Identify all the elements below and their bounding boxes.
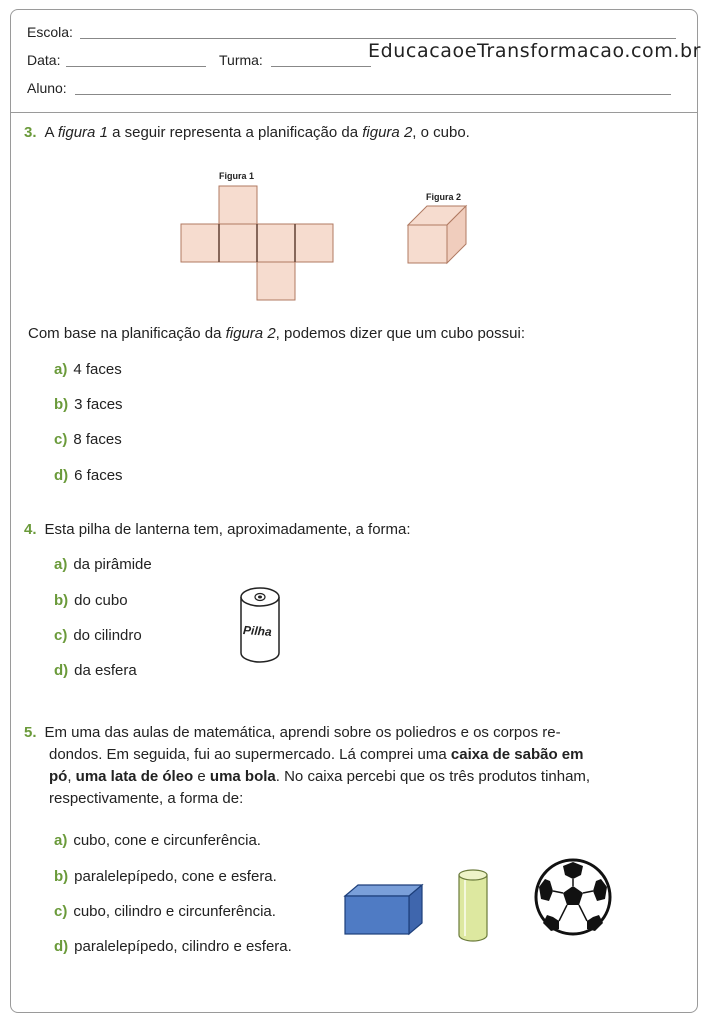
option-text: paralelepípedo, cone e esfera. bbox=[74, 868, 277, 885]
data-label: Data: bbox=[27, 52, 61, 68]
option-letter: b) bbox=[54, 396, 69, 413]
question-5 bbox=[24, 722, 664, 810]
q4-option-c[interactable] bbox=[54, 627, 142, 644]
data-field bbox=[66, 66, 206, 67]
question-4 bbox=[24, 519, 664, 541]
option-letter: c) bbox=[54, 431, 68, 448]
option-text: cubo, cone e circunferência. bbox=[73, 832, 261, 849]
aluno-field bbox=[75, 94, 671, 95]
net-face-front bbox=[219, 224, 257, 262]
option-text: paralelepípedo, cilindro e esfera. bbox=[74, 938, 292, 955]
soccer-ball-icon bbox=[533, 857, 613, 937]
option-letter: b) bbox=[54, 868, 69, 885]
option-letter: c) bbox=[54, 903, 68, 920]
q5-line-2 bbox=[24, 744, 664, 766]
q4-text: Esta pilha de lanterna tem, aproximadamente, a forma: bbox=[44, 521, 411, 538]
escola-field bbox=[80, 38, 676, 39]
q3-text: a seguir representa a planificação da bbox=[107, 124, 363, 141]
net-face-left bbox=[181, 224, 219, 262]
q3-prompt bbox=[28, 323, 668, 345]
q3-prompt-figure-ref: figura 2 bbox=[225, 325, 276, 342]
aluno-label: Aluno: bbox=[27, 80, 67, 96]
q5-option-c[interactable] bbox=[54, 903, 276, 920]
q3-figure2-ref: figura 2 bbox=[362, 124, 413, 141]
q5-text: Em uma das aulas de matemática, aprendi sobre os poliedros e os corpos re- bbox=[44, 724, 561, 741]
option-letter: a) bbox=[54, 832, 68, 849]
q5-bold-text: uma bola bbox=[209, 768, 276, 785]
option-text: do cubo bbox=[74, 592, 128, 609]
option-letter: b) bbox=[54, 592, 69, 609]
q3-text: A bbox=[44, 124, 58, 141]
q3-figure1-ref: figura 1 bbox=[57, 124, 108, 141]
q5-bold-text: caixa de sabão em bbox=[450, 746, 584, 763]
header-divider bbox=[11, 112, 697, 113]
q3-prompt-text: Com base na planificação da bbox=[28, 325, 226, 342]
battery-label: Pilha bbox=[242, 623, 273, 639]
question-3 bbox=[24, 122, 664, 144]
q3-option-a[interactable] bbox=[54, 361, 122, 378]
question-3-number: 3. bbox=[24, 124, 37, 141]
cube-front-face bbox=[408, 225, 447, 263]
q3-option-c[interactable] bbox=[54, 431, 122, 448]
q5-text: e bbox=[193, 768, 210, 785]
option-text: da pirâmide bbox=[73, 556, 152, 573]
net-face-top bbox=[219, 186, 257, 224]
q4-option-a[interactable] bbox=[54, 556, 152, 573]
option-letter: a) bbox=[54, 556, 68, 573]
q5-option-d[interactable] bbox=[54, 938, 292, 955]
q5-line-1 bbox=[24, 722, 664, 744]
figure-2-label: Figura 2 bbox=[426, 192, 462, 202]
cube-figure bbox=[407, 205, 469, 265]
net-face-right bbox=[257, 224, 295, 262]
option-letter: c) bbox=[54, 627, 68, 644]
option-letter: d) bbox=[54, 662, 69, 679]
question-5-number: 5. bbox=[24, 724, 37, 741]
cube-net-figure bbox=[180, 186, 334, 302]
q5-option-b[interactable] bbox=[54, 868, 277, 885]
q5-text: , bbox=[67, 768, 76, 785]
option-text: cubo, cilindro e circunferência. bbox=[73, 903, 276, 920]
option-letter: a) bbox=[54, 361, 68, 378]
option-text: da esfera bbox=[74, 662, 137, 679]
turma-label: Turma: bbox=[219, 52, 263, 68]
option-text: 8 faces bbox=[73, 431, 122, 448]
q5-bold-text: pó bbox=[49, 768, 68, 785]
option-text: 3 faces bbox=[74, 396, 123, 413]
q3-prompt-text: , podemos dizer que um cubo possui: bbox=[275, 325, 525, 342]
q5-text: dondos. Em seguida, fui ao supermercado. Lá comprei uma bbox=[49, 746, 451, 763]
option-text: 4 faces bbox=[73, 361, 122, 378]
q4-option-b[interactable] bbox=[54, 592, 128, 609]
oil-can-icon bbox=[456, 868, 490, 944]
q4-option-d[interactable] bbox=[54, 662, 137, 679]
q5-option-a[interactable] bbox=[54, 832, 261, 849]
option-text: 6 faces bbox=[74, 467, 123, 484]
option-letter: d) bbox=[54, 938, 69, 955]
soap-box-icon bbox=[344, 884, 424, 936]
q5-bold-text: uma lata de óleo bbox=[75, 768, 194, 785]
figure-1-label: Figura 1 bbox=[219, 171, 255, 181]
question-4-number: 4. bbox=[24, 521, 37, 538]
q3-option-d[interactable] bbox=[54, 467, 123, 484]
q5-text: . No caixa percebi que os três produtos tinham, bbox=[275, 768, 591, 785]
turma-field bbox=[271, 66, 371, 67]
escola-label: Escola: bbox=[27, 24, 73, 40]
net-face-bottom bbox=[257, 262, 295, 300]
option-text: do cilindro bbox=[73, 627, 142, 644]
option-letter: d) bbox=[54, 467, 69, 484]
q5-text: respectivamente, a forma de: bbox=[49, 790, 244, 807]
q5-line-4 bbox=[24, 788, 664, 810]
net-face-back bbox=[295, 224, 333, 262]
q5-line-3 bbox=[24, 766, 664, 788]
q3-text: , o cubo. bbox=[412, 124, 470, 141]
q3-option-b[interactable] bbox=[54, 396, 123, 413]
site-watermark: EducacaoeTransformacao.com.br bbox=[368, 40, 702, 62]
